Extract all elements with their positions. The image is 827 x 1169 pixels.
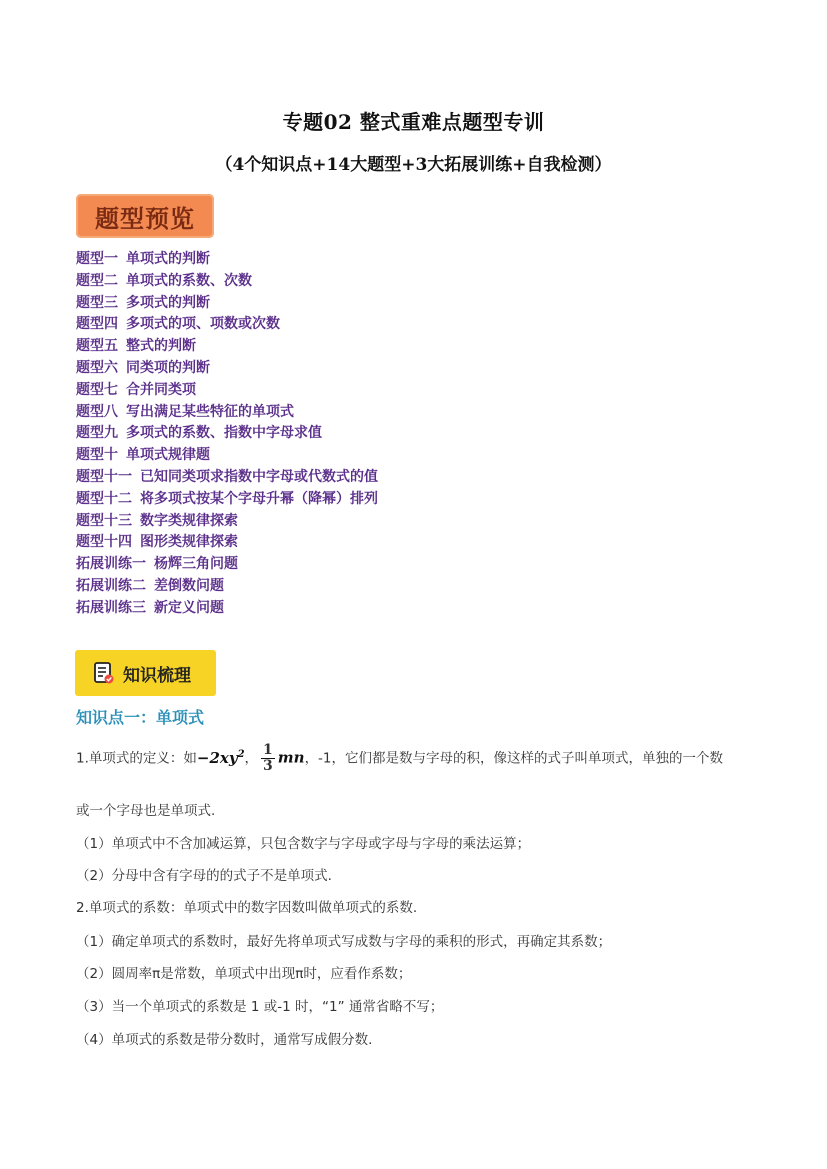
page-subtitle: （4个知识点+14大题型+3大拓展训练+自我检测） <box>215 155 612 175</box>
topic-item: 题型八 写出满足某些特征的单项式 <box>76 403 294 420</box>
preview-banner-label: 题型预览 <box>95 204 195 233</box>
knowledge-point-heading: 知识点一：单项式 <box>76 708 205 727</box>
topic-item: 题型十 单项式规律题 <box>76 447 210 464</box>
topic-item: 拓展训练一 杨辉三角问题 <box>76 556 238 573</box>
note-line: （2）分母中含有字母的的式子不是单项式. <box>76 868 332 884</box>
topic-item: 拓展训练二 差倒数问题 <box>76 577 224 594</box>
coefficient-heading: 2.单项式的系数：单项式中的数字因数叫做单项式的系数. <box>76 900 418 916</box>
topic-item: 题型一 单项式的判断 <box>76 251 210 267</box>
note-line: （1）单项式中不含加减运算，只包含数字与字母或字母与字母的乘法运算； <box>76 836 531 852</box>
monomial-expression: $-2xy^2$ <box>196 748 245 767</box>
fraction: $\frac{1}{3}$ <box>263 742 273 774</box>
topic-item: 题型九 多项式的系数、指数中字母求值 <box>76 425 322 442</box>
topic-item: 拓展训练三 新定义问题 <box>76 599 224 616</box>
page-title: 专题02 整式重难点题型专训 <box>282 110 545 134</box>
topic-item: 题型五 整式的判断 <box>76 338 196 355</box>
coefficient-note: （4）单项式的系数是带分数时，通常写成假分数. <box>76 1032 373 1048</box>
coefficient-note: （2）圆周率π是常数，单项式中出现π时，应看作系数； <box>76 966 412 982</box>
definition-continuation: 或一个字母也是单项式. <box>76 803 216 819</box>
topic-item: 题型十二 将多项式按某个字母升幂（降幂）排列 <box>76 490 378 507</box>
checklist-icon <box>93 661 115 685</box>
topic-item: 题型十一 已知同类项求指数中字母或代数式的值 <box>76 468 378 485</box>
preview-banner <box>76 194 214 238</box>
topic-item: 题型十四 图形类规律探索 <box>76 534 238 551</box>
topic-item: 题型七 合并同类项 <box>76 381 196 398</box>
topic-item: 题型十三 数字类规律探索 <box>76 512 238 529</box>
topic-item: 题型二 单项式的系数、次数 <box>76 272 252 289</box>
topic-item: 题型六 同类项的判断 <box>76 359 210 376</box>
topic-list <box>76 249 378 620</box>
topic-item: 题型三 多项式的判断 <box>76 294 210 311</box>
topic-item: 题型四 多项式的项、项数或次数 <box>76 316 280 333</box>
coefficient-note: （1）确定单项式的系数时，最好先将单项式写成数与字母的乘积的形式，再确定其系数； <box>76 934 612 950</box>
knowledge-banner <box>75 650 216 696</box>
definition-line: 1.单项式的定义：如$-2xy^2$， $\frac{1}{3}$ mn，-1，它们都是数与字母的积，像这样的式子叫单项式，单独的一个数 <box>76 742 724 774</box>
coefficient-note: （3）当一个单项式的系数是 1 或-1 时，“1” 通常省略不写； <box>76 999 444 1015</box>
knowledge-banner-label: 知识梳理 <box>123 665 191 686</box>
